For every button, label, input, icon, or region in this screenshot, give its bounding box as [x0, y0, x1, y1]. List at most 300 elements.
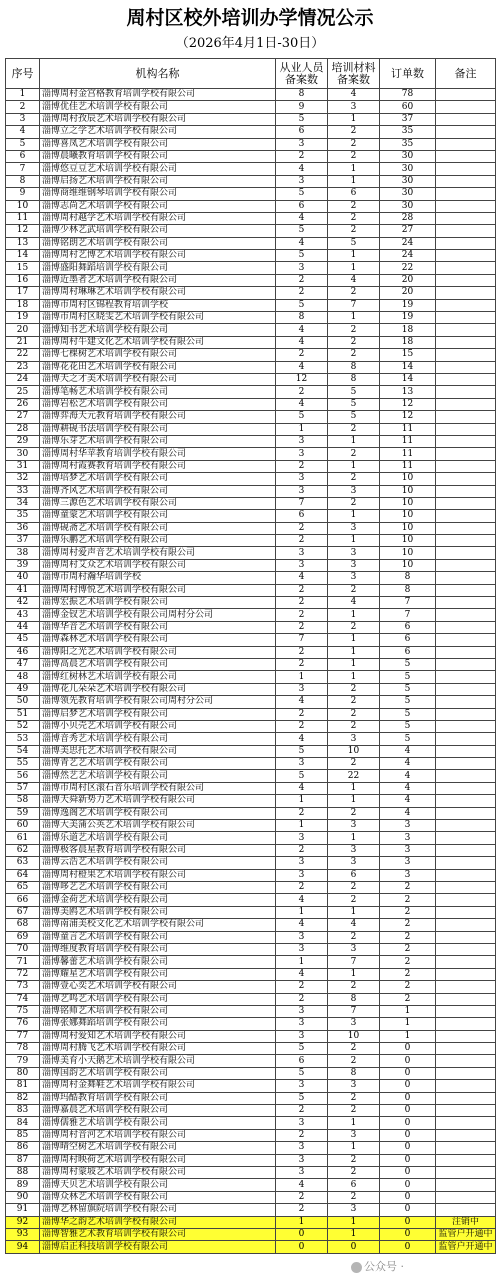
cell-materials: 2 — [328, 497, 380, 509]
cell-staff: 3 — [276, 1030, 328, 1042]
cell-name: 淄博近墨者艺术培训学校有限公司 — [40, 274, 276, 286]
cell-remarks — [436, 411, 496, 423]
cell-remarks — [436, 89, 496, 101]
table-row — [6, 683, 496, 695]
cell-index: 49 — [6, 683, 40, 695]
cell-index: 2 — [6, 101, 40, 113]
cell-orders: 10 — [380, 510, 436, 522]
cell-index: 55 — [6, 758, 40, 770]
cell-materials: 22 — [328, 770, 380, 782]
cell-staff: 3 — [276, 448, 328, 460]
cell-staff: 2 — [276, 597, 328, 609]
table-row — [6, 287, 496, 299]
cell-name: 淄博盛阳舞蹈培训学校有限公司 — [40, 262, 276, 274]
cell-materials: 4 — [328, 597, 380, 609]
cell-remarks — [436, 708, 496, 720]
cell-staff: 5 — [276, 1067, 328, 1079]
cell-staff: 3 — [276, 435, 328, 447]
cell-orders: 0 — [380, 1117, 436, 1129]
cell-remarks — [436, 1030, 496, 1042]
cell-materials: 7 — [328, 299, 380, 311]
cell-orders: 0 — [380, 1204, 436, 1216]
cell-index: 14 — [6, 250, 40, 262]
cell-name: 淄博玛酷教育培训学校有限公司 — [40, 1092, 276, 1104]
cell-materials: 1 — [328, 1216, 380, 1228]
header-orders: 订单数 — [380, 59, 436, 89]
cell-name: 淄博喜凤艺术培训学校有限公司 — [40, 138, 276, 150]
cell-materials: 1 — [328, 175, 380, 187]
cell-staff: 3 — [276, 1166, 328, 1178]
cell-name: 淄博乐道艺术培训学校有限公司 — [40, 832, 276, 844]
cell-orders: 2 — [380, 894, 436, 906]
cell-index: 9 — [6, 188, 40, 200]
cell-orders: 2 — [380, 956, 436, 968]
table-row — [6, 299, 496, 311]
cell-orders: 11 — [380, 448, 436, 460]
cell-index: 44 — [6, 621, 40, 633]
table-row — [6, 559, 496, 571]
cell-name: 淄博少林艺武培训学校有限公司 — [40, 225, 276, 237]
cell-orders: 0 — [380, 1055, 436, 1067]
cell-materials: 2 — [328, 1191, 380, 1203]
cell-index: 72 — [6, 968, 40, 980]
cell-orders: 0 — [380, 1191, 436, 1203]
cell-staff: 2 — [276, 1105, 328, 1117]
cell-remarks — [436, 931, 496, 943]
cell-materials: 6 — [328, 869, 380, 881]
cell-index: 76 — [6, 1018, 40, 1030]
cell-remarks — [436, 497, 496, 509]
cell-index: 83 — [6, 1105, 40, 1117]
table-row — [6, 200, 496, 212]
cell-index: 87 — [6, 1154, 40, 1166]
table-row — [6, 1080, 496, 1092]
cell-name: 淄博周村越学艺术培训学校有限公司 — [40, 212, 276, 224]
cell-index: 12 — [6, 225, 40, 237]
cell-remarks — [436, 1018, 496, 1030]
table-row — [6, 943, 496, 955]
cell-index: 50 — [6, 696, 40, 708]
table-body — [6, 89, 496, 1254]
cell-materials: 2 — [328, 200, 380, 212]
table-row — [6, 510, 496, 522]
cell-materials: 1 — [328, 634, 380, 646]
cell-remarks — [436, 807, 496, 819]
table-row — [6, 572, 496, 584]
cell-remarks — [436, 349, 496, 361]
table-row — [6, 770, 496, 782]
cell-materials: 3 — [328, 820, 380, 832]
cell-remarks — [436, 919, 496, 931]
cell-orders: 7 — [380, 609, 436, 621]
cell-remarks — [436, 336, 496, 348]
cell-name: 淄博国韵艺术培训学校有限公司 — [40, 1067, 276, 1079]
cell-index: 4 — [6, 126, 40, 138]
cell-remarks — [436, 225, 496, 237]
cell-index: 68 — [6, 919, 40, 931]
cell-staff: 2 — [276, 535, 328, 547]
cell-orders: 4 — [380, 782, 436, 794]
cell-orders: 3 — [380, 820, 436, 832]
cell-staff: 2 — [276, 522, 328, 534]
table-row — [6, 460, 496, 472]
cell-index: 15 — [6, 262, 40, 274]
cell-staff: 4 — [276, 572, 328, 584]
table-row — [6, 1166, 496, 1178]
cell-index: 54 — [6, 745, 40, 757]
cell-remarks — [436, 448, 496, 460]
table-row — [6, 336, 496, 348]
table-row — [6, 782, 496, 794]
table-row — [6, 1142, 496, 1154]
cell-name: 淄博小贝壳艺术培训学校有限公司 — [40, 720, 276, 732]
cell-index: 58 — [6, 795, 40, 807]
cell-orders: 1 — [380, 1005, 436, 1017]
cell-orders: 18 — [380, 324, 436, 336]
header-name: 机构名称 — [40, 59, 276, 89]
cell-name: 淄博金钗艺术培训学校有限公司周村分公司 — [40, 609, 276, 621]
cell-index: 84 — [6, 1117, 40, 1129]
cell-index: 47 — [6, 658, 40, 670]
cell-materials: 2 — [328, 423, 380, 435]
cell-staff: 4 — [276, 398, 328, 410]
cell-remarks — [436, 894, 496, 906]
cell-staff: 2 — [276, 1129, 328, 1141]
cell-name: 淄博周村孜辰艺术培训学校有限公司 — [40, 113, 276, 125]
table-row — [6, 1067, 496, 1079]
cell-staff: 2 — [276, 1191, 328, 1203]
table-row — [6, 497, 496, 509]
cell-remarks — [436, 274, 496, 286]
cell-remarks — [436, 547, 496, 559]
cell-orders: 18 — [380, 336, 436, 348]
cell-name: 淄博华音艺术培训学校有限公司 — [40, 621, 276, 633]
cell-index: 31 — [6, 460, 40, 472]
cell-index: 36 — [6, 522, 40, 534]
cell-remarks — [436, 1117, 496, 1129]
cell-materials: 1 — [328, 535, 380, 547]
cell-orders: 5 — [380, 733, 436, 745]
cell-index: 24 — [6, 373, 40, 385]
cell-orders: 6 — [380, 634, 436, 646]
cell-orders: 30 — [380, 188, 436, 200]
table-row — [6, 250, 496, 262]
cell-index: 63 — [6, 857, 40, 869]
cell-name: 淄博周村金宫格教育培训学校有限公司 — [40, 89, 276, 101]
table-row — [6, 485, 496, 497]
cell-index: 77 — [6, 1030, 40, 1042]
table-row — [6, 1005, 496, 1017]
cell-remarks — [436, 188, 496, 200]
table-row — [6, 212, 496, 224]
table-row — [6, 807, 496, 819]
cell-remarks — [436, 609, 496, 621]
cell-index: 16 — [6, 274, 40, 286]
cell-materials: 10 — [328, 1030, 380, 1042]
cell-materials: 2 — [328, 126, 380, 138]
cell-materials: 7 — [328, 1005, 380, 1017]
cell-remarks — [436, 584, 496, 596]
table-row — [6, 448, 496, 460]
table-row — [6, 882, 496, 894]
cell-remarks — [436, 745, 496, 757]
cell-name: 淄博极客晨星教育培训学校有限公司 — [40, 844, 276, 856]
cell-staff: 2 — [276, 646, 328, 658]
cell-materials: 3 — [328, 522, 380, 534]
cell-name: 淄博志尚艺术培训学校有限公司 — [40, 200, 276, 212]
cell-materials: 1 — [328, 1117, 380, 1129]
table-row — [6, 1043, 496, 1055]
cell-name: 淄博壹心奕艺术培训学校有限公司 — [40, 981, 276, 993]
cell-materials: 2 — [328, 882, 380, 894]
cell-name: 淄博周村橙果艺术培训学校有限公司 — [40, 869, 276, 881]
cell-index: 46 — [6, 646, 40, 658]
cell-remarks — [436, 683, 496, 695]
cell-remarks — [436, 1043, 496, 1055]
cell-staff: 6 — [276, 126, 328, 138]
cell-staff: 5 — [276, 225, 328, 237]
cell-index: 78 — [6, 1043, 40, 1055]
cell-staff: 1 — [276, 906, 328, 918]
cell-index: 70 — [6, 943, 40, 955]
cell-materials: 3 — [328, 547, 380, 559]
cell-remarks — [436, 113, 496, 125]
cell-materials: 3 — [328, 559, 380, 571]
cell-index: 41 — [6, 584, 40, 596]
cell-orders: 0 — [380, 1080, 436, 1092]
cell-staff: 4 — [276, 163, 328, 175]
cell-staff: 1 — [276, 423, 328, 435]
cell-remarks: 监管户开通中 — [436, 1241, 496, 1253]
cell-remarks — [436, 882, 496, 894]
cell-index: 20 — [6, 324, 40, 336]
cell-remarks: 监管户开通中 — [436, 1228, 496, 1240]
cell-staff: 8 — [276, 312, 328, 324]
cell-materials: 7 — [328, 956, 380, 968]
table-row — [6, 175, 496, 187]
cell-materials: 1 — [328, 262, 380, 274]
table-row — [6, 745, 496, 757]
cell-orders: 5 — [380, 671, 436, 683]
cell-staff: 1 — [276, 671, 328, 683]
cell-staff: 7 — [276, 497, 328, 509]
cell-staff: 3 — [276, 683, 328, 695]
cell-name: 淄博周村博悦艺术培训学校有限公司 — [40, 584, 276, 596]
cell-remarks — [436, 857, 496, 869]
cell-remarks — [436, 671, 496, 683]
table-row — [6, 411, 496, 423]
cell-staff: 4 — [276, 237, 328, 249]
cell-index: 66 — [6, 894, 40, 906]
cell-orders: 30 — [380, 200, 436, 212]
cell-materials: 3 — [328, 844, 380, 856]
cell-name: 淄博儒雅艺术培训学校有限公司 — [40, 1117, 276, 1129]
cell-name: 淄博南浦美校文化艺术培训学校有限公司 — [40, 919, 276, 931]
cell-name: 淄博周村音河艺术培训学校有限公司 — [40, 1129, 276, 1141]
cell-name: 淄博周村蒙坡艺术培训学校有限公司 — [40, 1166, 276, 1178]
cell-staff: 3 — [276, 758, 328, 770]
cell-index: 25 — [6, 386, 40, 398]
cell-remarks — [436, 1055, 496, 1067]
cell-index: 6 — [6, 150, 40, 162]
cell-name: 淄博市周村区滚石音乐培训学校有限公司 — [40, 782, 276, 794]
cell-name: 淄博周村霞赛教育培训学校有限公司 — [40, 460, 276, 472]
cell-materials: 6 — [328, 188, 380, 200]
cell-remarks: 注销中 — [436, 1216, 496, 1228]
table-row — [6, 188, 496, 200]
table-row — [6, 150, 496, 162]
cell-orders: 19 — [380, 299, 436, 311]
cell-orders: 24 — [380, 237, 436, 249]
cell-staff: 3 — [276, 559, 328, 571]
cell-name: 淄博晴空树艺术培训学校有限公司 — [40, 1142, 276, 1154]
cell-remarks — [436, 1092, 496, 1104]
table-row — [6, 1018, 496, 1030]
cell-staff: 1 — [276, 1216, 328, 1228]
cell-index: 37 — [6, 535, 40, 547]
cell-materials: 2 — [328, 683, 380, 695]
cell-materials: 3 — [328, 943, 380, 955]
cell-orders: 5 — [380, 720, 436, 732]
cell-materials: 3 — [328, 572, 380, 584]
cell-index: 94 — [6, 1241, 40, 1253]
cell-materials: 2 — [328, 1105, 380, 1117]
cell-materials: 2 — [328, 287, 380, 299]
cell-index: 29 — [6, 435, 40, 447]
cell-orders: 20 — [380, 274, 436, 286]
table-row — [6, 844, 496, 856]
table-row — [6, 894, 496, 906]
cell-materials: 3 — [328, 1129, 380, 1141]
cell-orders: 6 — [380, 646, 436, 658]
cell-remarks — [436, 795, 496, 807]
cell-materials: 2 — [328, 696, 380, 708]
table-row — [6, 1154, 496, 1166]
cell-orders: 2 — [380, 906, 436, 918]
cell-remarks — [436, 869, 496, 881]
cell-remarks — [436, 237, 496, 249]
cell-name: 淄博岩松艺术培训学校有限公司 — [40, 398, 276, 410]
table-row — [6, 423, 496, 435]
cell-materials: 2 — [328, 448, 380, 460]
table-row — [6, 956, 496, 968]
cell-staff: 2 — [276, 150, 328, 162]
cell-orders: 12 — [380, 398, 436, 410]
cell-materials: 1 — [328, 510, 380, 522]
cell-name: 淄博市周村区锦程教育培训学校 — [40, 299, 276, 311]
cell-remarks — [436, 572, 496, 584]
table-row — [6, 126, 496, 138]
cell-materials: 2 — [328, 212, 380, 224]
cell-orders: 10 — [380, 522, 436, 534]
table-row — [6, 398, 496, 410]
cell-remarks — [436, 1179, 496, 1191]
cell-index: 74 — [6, 993, 40, 1005]
cell-name: 淄博金荷艺术培训学校有限公司 — [40, 894, 276, 906]
table-row — [6, 522, 496, 534]
cell-materials: 1 — [328, 906, 380, 918]
table-row — [6, 225, 496, 237]
cell-remarks — [436, 175, 496, 187]
cell-remarks — [436, 535, 496, 547]
table-row — [6, 547, 496, 559]
table-row — [6, 857, 496, 869]
cell-staff: 3 — [276, 138, 328, 150]
cell-staff: 2 — [276, 621, 328, 633]
cell-index: 48 — [6, 671, 40, 683]
cell-name: 淄博齐风艺术培训学校有限公司 — [40, 485, 276, 497]
cell-index: 35 — [6, 510, 40, 522]
cell-index: 22 — [6, 349, 40, 361]
cell-name: 淄博逸阁艺术培训学校有限公司 — [40, 807, 276, 819]
cell-orders: 8 — [380, 572, 436, 584]
cell-materials: 1 — [328, 113, 380, 125]
table-row — [6, 634, 496, 646]
cell-remarks — [436, 993, 496, 1005]
cell-orders: 19 — [380, 312, 436, 324]
cell-index: 23 — [6, 361, 40, 373]
cell-name: 淄博立之学艺术培训学校有限公司 — [40, 126, 276, 138]
table-row — [6, 906, 496, 918]
cell-index: 32 — [6, 473, 40, 485]
cell-orders: 5 — [380, 658, 436, 670]
cell-orders: 10 — [380, 497, 436, 509]
cell-staff: 5 — [276, 250, 328, 262]
cell-orders: 4 — [380, 795, 436, 807]
cell-materials: 1 — [328, 795, 380, 807]
cell-name: 淄博培梦艺术培训学校有限公司 — [40, 473, 276, 485]
cell-orders: 11 — [380, 423, 436, 435]
table-row — [6, 832, 496, 844]
table-row — [6, 386, 496, 398]
table-row — [6, 597, 496, 609]
cell-staff: 4 — [276, 782, 328, 794]
cell-materials: 2 — [328, 1043, 380, 1055]
cell-materials: 1 — [328, 671, 380, 683]
table-row — [6, 869, 496, 881]
cell-name: 淄博知书艺术培训学校有限公司 — [40, 324, 276, 336]
cell-name: 淄博童蒙艺术培训学校有限公司 — [40, 510, 276, 522]
cell-orders: 10 — [380, 547, 436, 559]
cell-materials: 6 — [328, 1179, 380, 1191]
cell-remarks — [436, 522, 496, 534]
cell-remarks — [436, 398, 496, 410]
cell-index: 60 — [6, 820, 40, 832]
cell-remarks — [436, 1154, 496, 1166]
cell-orders: 5 — [380, 683, 436, 695]
cell-remarks — [436, 968, 496, 980]
cell-orders: 4 — [380, 758, 436, 770]
cell-remarks — [436, 299, 496, 311]
cell-materials: 2 — [328, 1154, 380, 1166]
cell-orders: 1 — [380, 1030, 436, 1042]
cell-remarks — [436, 758, 496, 770]
table-row — [6, 138, 496, 150]
cell-materials: 2 — [328, 708, 380, 720]
cell-name: 淄博晨曦教育培训学校有限公司 — [40, 150, 276, 162]
cell-index: 73 — [6, 981, 40, 993]
cell-staff: 7 — [276, 634, 328, 646]
cell-name: 淄博周村琳琳艺术培训学校有限公司 — [40, 287, 276, 299]
cell-remarks — [436, 1129, 496, 1141]
cell-orders: 10 — [380, 473, 436, 485]
cell-staff: 0 — [276, 1241, 328, 1253]
cell-index: 10 — [6, 200, 40, 212]
cell-orders: 11 — [380, 435, 436, 447]
table-row — [6, 1055, 496, 1067]
cell-materials: 0 — [328, 1241, 380, 1253]
cell-index: 86 — [6, 1142, 40, 1154]
